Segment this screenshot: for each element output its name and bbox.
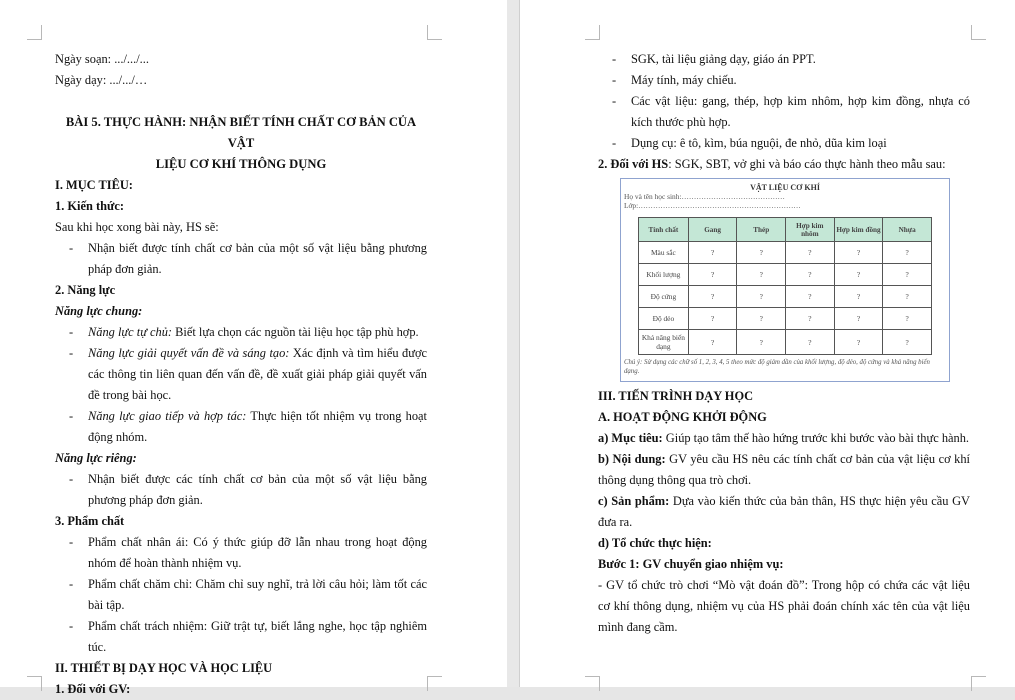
activity-a-heading: A. HOẠT ĐỘNG KHỞI ĐỘNG [598,410,767,424]
table-row: Độ cứng ? ? ? ? ? [639,286,932,308]
step1-paragraph: - GV tổ chức trò chơi “Mò vật đoán đồ”: Trong hộp có chứa các vật liệu cơ khí thông dụng, nhiệm vụ của HS phải đoán chính xác tên của vật liệu mình đang cầm. [598,578,970,634]
list-item: - Nhận biết được các tính chất cơ bản của một số vật liệu bằng phương pháp đơn giản. [69,472,427,507]
list-item: - Phẩm chất nhân ái: Có ý thức giúp đỡ lẫn nhau trong hoạt động nhóm để hoàn thành nhiệm vụ. [69,535,427,570]
margin-mark-top-right [427,25,442,40]
report-template-figure [620,178,950,382]
list-item: - SGK, tài liệu giảng dạy, giáo án PPT. [612,52,816,66]
column-header: Gang [688,218,737,242]
list-item: - Nhận biết được tính chất cơ bản của một số vật liệu bằng phương pháp đơn giản. [69,241,427,276]
date-prepared: Ngày soạn: .../.../... [55,52,149,66]
column-header: Nhựa [883,218,932,242]
list-item: - Năng lực giải quyết vấn đề và sáng tạo: Xác định và tìm hiểu được các thông tin liên quan đến vấn đề, đề xuất giải pháp giải quyết vấn đề trong bài học. [69,346,427,402]
figure-note: Chú ý: Sử dụng các chữ số 1, 2, 3, 4, 5 theo mức độ giảm dần của khối lượng, độ dẻo, độ cứng và khả năng biến dạng. [624,359,930,375]
margin-mark-bottom-right [427,676,442,691]
table-header-row [639,218,932,242]
step1-heading: Bước 1: GV chuyển giao nhiệm vụ: [598,557,784,571]
date-taught: Ngày dạy: .../.../… [55,73,148,87]
page-left-content [55,49,427,700]
table-row: Khối lượng ? ? ? ? ? [639,264,932,286]
general-competence-heading: Năng lực chung: [55,304,143,318]
margin-mark-bottom-right [971,676,986,691]
lesson-title-line2: LIỆU CƠ KHÍ THÔNG DỤNG [155,157,327,171]
list-item: - Năng lực giao tiếp và hợp tác: Thực hiện tốt nhiệm vụ trong hoạt động nhóm. [69,409,427,444]
figure-class-line: Lớp:………………………………………………………… [624,201,801,210]
product-paragraph: c) Sản phẩm: Dựa vào kiến thức của bản thân, HS thực hiện yêu cầu GV đưa ra. [598,494,970,529]
section-objectives-heading: I. MỤC TIÊU: [55,178,133,192]
column-header: Hợp kim nhôm [786,218,835,242]
page-right-content [598,49,970,638]
document-page-left [0,0,507,696]
column-header: Tính chất [639,218,689,242]
table-row: Màu sắc ? ? ? ? ? [639,242,932,264]
margin-mark-bottom-left [27,676,42,691]
margin-mark-top-left [585,25,600,40]
specific-competence-heading: Năng lực riêng: [55,451,137,465]
lesson-title-line1: BÀI 5. THỰC HÀNH: NHẬN BIẾT TÍNH CHẤT CƠ BẢN CỦA VẬT [65,115,417,150]
section-process-heading: III. TIẾN TRÌNH DẠY HỌC [598,389,754,403]
table-row: Khả năng biến dạng ? ? ? ? ? [639,330,932,355]
competence-heading: 2. Năng lực [55,283,116,297]
report-table [638,217,932,355]
section-equipment-heading: II. THIẾT BỊ DẠY HỌC VÀ HỌC LIỆU [55,661,273,675]
margin-mark-bottom-left [585,676,600,691]
page-gap [507,0,520,687]
content-paragraph: b) Nội dung: GV yêu cầu HS nêu các tính chất cơ bản của vật liệu cơ khí thông dụng thông qua trò chơi. [598,452,971,487]
margin-mark-top-left [27,25,42,40]
figure-name-line: Họ và tên học sinh:…………………………………… [624,192,785,201]
knowledge-intro: Sau khi học xong bài này, HS sẽ: [55,220,219,234]
list-item: - Các vật liệu: gang, thép, hợp kim nhôm, hợp kim đồng, nhựa có kích thước phù hợp. [612,94,970,129]
teacher-heading: 1. Đối với GV: [55,682,131,696]
margin-mark-top-right [971,25,986,40]
table-row: Độ dẻo ? ? ? ? ? [639,308,932,330]
column-header: Hợp kim đồng [834,218,883,242]
list-item: - Phẩm chất trách nhiệm: Giữ trật tự, biết lắng nghe, học tập nghiêm túc. [69,619,427,654]
document-page-right [520,0,1015,687]
list-item: - Năng lực tự chủ: Biết lựa chọn các nguồn tài liệu học tập phù hợp. [69,325,419,339]
goal-paragraph: a) Mục tiêu: Giúp tạo tâm thế hào hứng trước khi bước vào bài thực hành. [598,431,969,445]
quality-heading: 3. Phẩm chất [55,514,125,528]
figure-title: VẬT LIỆU CƠ KHÍ [750,183,820,192]
organize-heading: d) Tổ chức thực hiện: [598,536,712,550]
column-header: Thép [737,218,786,242]
knowledge-heading: 1. Kiến thức: [55,199,125,213]
student-line: 2. Đối với HS: SGK, SBT, vở ghi và báo cáo thực hành theo mẫu sau: [598,157,946,171]
list-item: - Phẩm chất chăm chỉ: Chăm chỉ suy nghĩ, trả lời câu hỏi; làm tốt các bài tập. [69,577,427,612]
list-item: - Máy tính, máy chiếu. [612,73,737,87]
list-item: - Dụng cụ: ê tô, kìm, búa nguội, đe nhỏ, dũa kim loại [612,136,887,150]
